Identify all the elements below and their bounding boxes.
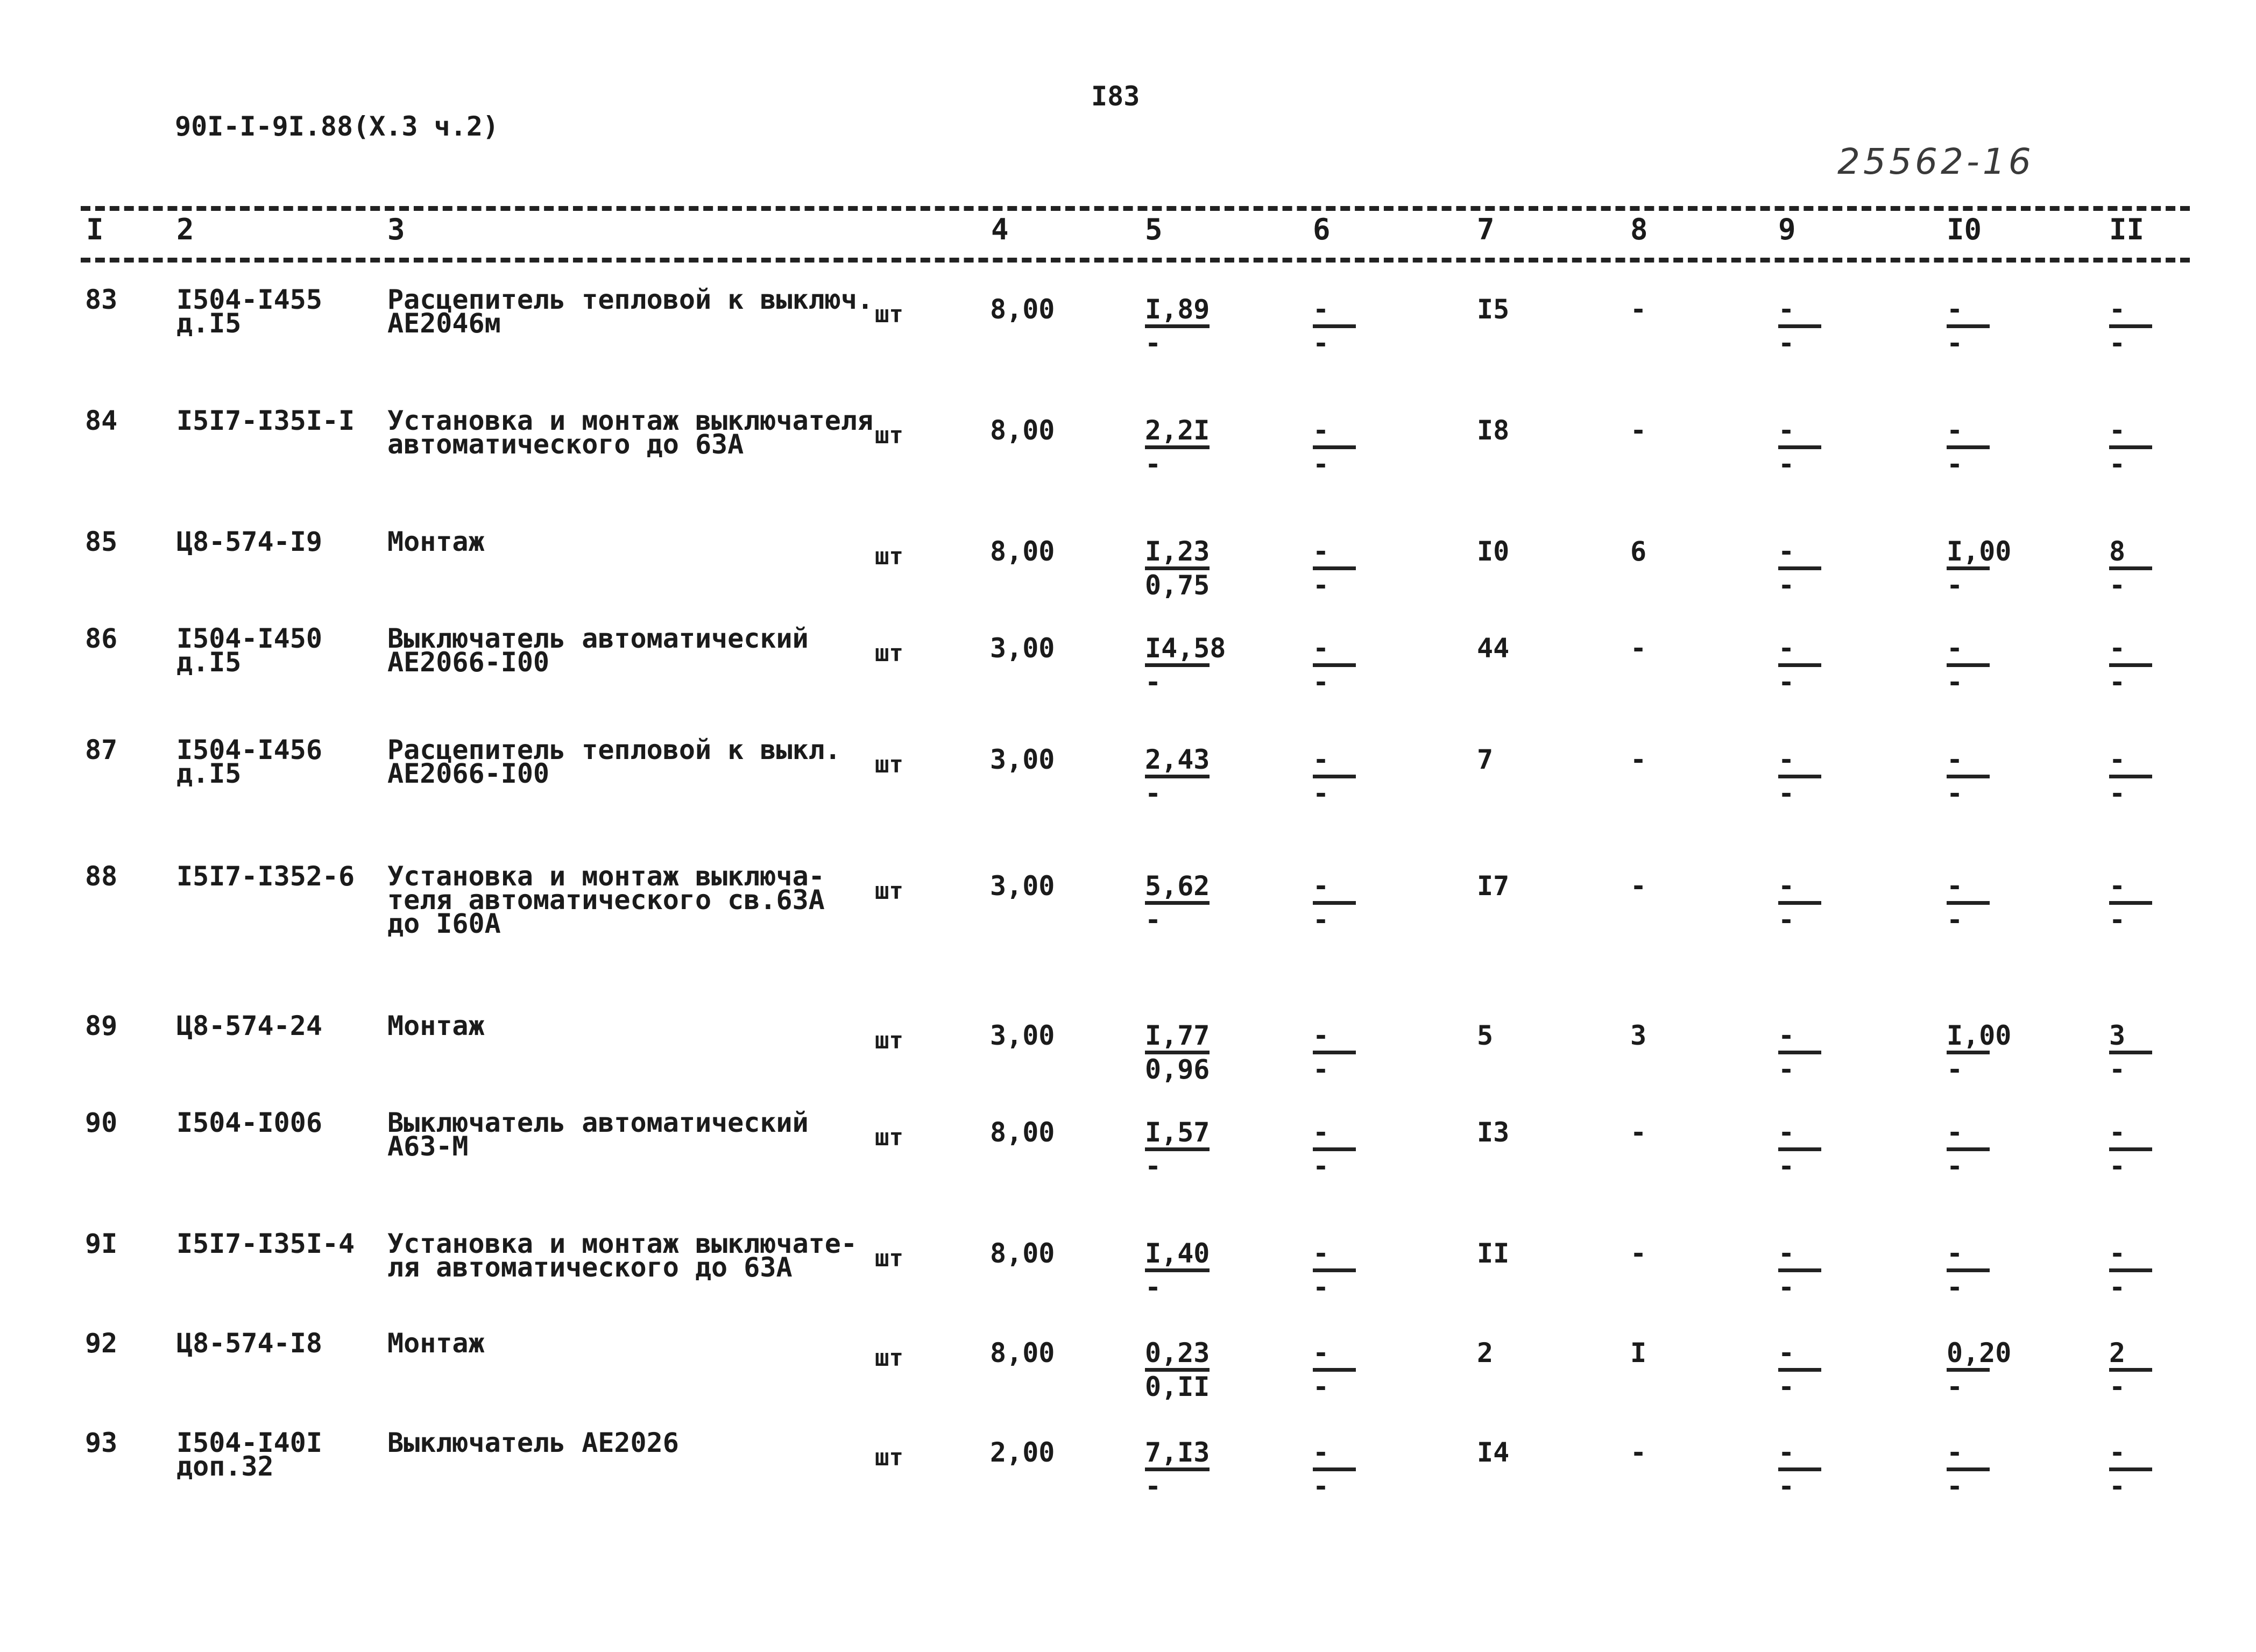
fraction-cell [1145,294,1210,359]
fraction-denominator: - [1778,667,1795,698]
fraction-cell [1947,1337,2012,1402]
item-code: Ц8-574-24 [176,1010,322,1041]
item-name: Выключатель АЕ2026 [387,1427,679,1458]
fraction-denominator: - [1313,328,1329,359]
item-name: Выключатель автоматический А63-М [387,1107,809,1162]
fraction-numerator: - [1778,633,1795,664]
fraction-cell [2109,536,2152,601]
column-header: II [2109,212,2145,246]
fraction-denominator: - [1778,1371,1795,1402]
fraction-denominator: - [1947,1471,1963,1502]
fraction-numerator: 5,62 [1145,870,1210,902]
quantity: 8,00 [990,294,1055,325]
fraction-numerator: - [1313,1020,1329,1051]
fraction-cell [1313,536,1356,601]
fraction-cell [1313,1337,1356,1402]
fraction-numerator: - [1947,744,1963,775]
fraction-cell [1947,415,1990,480]
fraction-numerator: - [2109,415,2126,446]
column-header: I0 [1947,212,1982,246]
fraction-numerator: I,23 [1145,536,1210,567]
fraction-cell [1778,870,1821,935]
fraction-numerator: - [1947,870,1963,902]
fraction-cell [1313,744,1356,809]
fraction-denominator: - [2109,778,2126,809]
item-name: Установка и монтаж выключате- ля автоматического до 63А [387,1228,857,1283]
fraction-cell [1145,415,1210,480]
fraction-denominator: - [2109,1471,2126,1502]
fraction-denominator: - [1313,1371,1329,1402]
fraction-numerator: - [2109,1437,2126,1468]
fraction-denominator: - [2109,1371,2126,1402]
fraction-denominator: - [1145,778,1162,809]
fraction-denominator: - [1778,449,1795,480]
column-header: I [86,212,104,246]
fraction-denominator: - [1947,570,1963,601]
fraction-numerator: 2,2I [1145,415,1210,446]
quantity: 8,00 [990,1337,1055,1369]
unit: шт [875,543,903,570]
unit: шт [875,1344,903,1372]
item-name: Монтаж [387,1328,485,1359]
fraction-cell [1313,415,1356,480]
fraction-cell [1947,1117,1990,1182]
row-number: 92 [85,1328,118,1359]
fraction-cell [2109,1020,2152,1085]
fraction-denominator: - [1145,667,1162,698]
fraction-numerator: - [1947,415,1963,446]
fraction-cell [1145,744,1210,809]
row-number: 87 [85,734,118,765]
col7-value: 5 [1477,1020,1494,1051]
fraction-numerator: 2,43 [1145,744,1210,775]
fraction-numerator: - [1947,1437,1963,1468]
col8-value: - [1630,1238,1647,1269]
fraction-cell [1778,294,1821,359]
fraction-cell [1313,1238,1356,1303]
col7-value: I5 [1477,294,1510,325]
col7-value: 2 [1477,1337,1494,1369]
unit: шт [875,1124,903,1151]
quantity: 3,00 [990,1020,1055,1051]
col7-value: II [1477,1238,1510,1269]
fraction-numerator: - [1947,1117,1963,1148]
col8-value: - [1630,1117,1647,1148]
col8-value: - [1630,744,1647,775]
unit: шт [875,751,903,778]
fraction-denominator: - [1947,667,1963,698]
fraction-numerator: - [1778,744,1795,775]
fraction-numerator: - [2109,744,2126,775]
fraction-denominator: - [2109,1272,2126,1303]
fraction-denominator: 0,75 [1145,570,1210,601]
header-top-dashed-line [81,206,2190,211]
fraction-denominator: - [1947,1272,1963,1303]
fraction-numerator: - [1947,633,1963,664]
fraction-numerator: - [1313,415,1329,446]
fraction-cell [1145,1337,1210,1402]
fraction-numerator: - [1778,1238,1795,1269]
fraction-denominator: - [1778,1471,1795,1502]
fraction-numerator: - [1947,1238,1963,1269]
item-code: I504-I006 [176,1107,322,1138]
col7-value: I3 [1477,1117,1510,1148]
fraction-cell [1145,1117,1210,1182]
fraction-denominator: - [1313,1471,1329,1502]
fraction-cell [2109,1117,2152,1182]
fraction-cell [1778,633,1821,698]
column-header: 7 [1477,212,1495,246]
fraction-denominator: - [1947,328,1963,359]
fraction-denominator: - [1313,904,1329,935]
fraction-denominator: - [2109,570,2126,601]
fraction-cell [1145,1020,1210,1085]
col7-value: 44 [1477,633,1510,664]
item-name: Установка и монтаж выключа- теля автоматического св.63А до I60А [387,861,825,939]
fraction-denominator: - [1313,1054,1329,1085]
fraction-denominator: 0,96 [1145,1054,1210,1085]
fraction-denominator: - [1313,778,1329,809]
fraction-denominator: - [1778,1151,1795,1182]
fraction-numerator: - [1313,294,1329,325]
col7-value: I4 [1477,1437,1510,1468]
fraction-cell [1145,870,1210,935]
fraction-numerator: - [2109,633,2126,664]
fraction-denominator: - [1313,1151,1329,1182]
fraction-cell [1778,1020,1821,1085]
table-row [0,1010,2256,1085]
fraction-denominator: - [1947,449,1963,480]
fraction-numerator: - [1947,294,1963,325]
fraction-numerator: - [1313,1238,1329,1269]
table-row [0,526,2256,601]
item-code: I5I7-I35I-4 [176,1228,355,1259]
fraction-denominator: - [1947,1371,1963,1402]
table-row [0,1228,2256,1303]
unit: шт [875,301,903,328]
item-name: Монтаж [387,1010,485,1041]
item-code: I504-I40I доп.32 [176,1427,322,1482]
table-row [0,284,2256,359]
fraction-cell [1145,536,1210,601]
fraction-cell [2109,870,2152,935]
fraction-denominator: - [1313,449,1329,480]
fraction-cell [2109,744,2152,809]
row-number: 88 [85,861,118,892]
column-header: 8 [1630,212,1648,246]
item-code: I504-I456 д.I5 [176,734,322,789]
quantity: 2,00 [990,1437,1055,1468]
fraction-numerator: - [1313,1337,1329,1369]
fraction-cell [2109,1238,2152,1303]
col8-value: - [1630,1437,1647,1468]
fraction-numerator: - [1778,415,1795,446]
document-code: 90I-I-9I.88(X.3 ч.2) [175,111,499,142]
fraction-cell [2109,294,2152,359]
fraction-numerator: I4,58 [1145,633,1226,664]
fraction-denominator: - [1947,778,1963,809]
row-number: 83 [85,284,118,315]
quantity: 8,00 [990,536,1055,567]
fraction-cell [1145,1437,1210,1502]
fraction-numerator: 8 [2109,536,2126,567]
fraction-numerator: - [1778,294,1795,325]
quantity: 8,00 [990,1238,1055,1269]
fraction-cell [1947,744,1990,809]
fraction-numerator: 0,23 [1145,1337,1210,1369]
quantity: 8,00 [990,1117,1055,1148]
row-number: 86 [85,623,118,654]
fraction-numerator: - [1313,1437,1329,1468]
quantity: 3,00 [990,744,1055,775]
fraction-numerator: - [2109,870,2126,902]
col7-value: I0 [1477,536,1510,567]
unit: шт [875,1245,903,1272]
fraction-denominator: - [1778,1054,1795,1085]
column-header: 9 [1778,212,1796,246]
fraction-cell [2109,415,2152,480]
table-row [0,861,2256,939]
column-header: 2 [176,212,194,246]
item-code: I5I7-I352-6 [176,861,355,892]
unit: шт [875,877,903,905]
fraction-numerator: - [1778,1117,1795,1148]
fraction-denominator: - [2109,1054,2126,1085]
row-number: 9I [85,1228,118,1259]
fraction-numerator: I,77 [1145,1020,1210,1051]
col8-value: I [1630,1337,1647,1369]
item-name: Выключатель автоматический АЕ2066-I00 [387,623,809,678]
fraction-denominator: - [1145,1272,1162,1303]
fraction-cell [1313,1117,1356,1182]
fraction-denominator: - [2109,667,2126,698]
item-name: Установка и монтаж выключателя автоматического до 63А [387,405,874,460]
fraction-denominator: - [1313,570,1329,601]
fraction-cell [1947,536,2012,601]
fraction-cell [2109,633,2152,698]
fraction-denominator: - [1947,1054,1963,1085]
fraction-cell [1947,294,1990,359]
fraction-denominator: - [1313,1272,1329,1303]
fraction-cell [1778,1437,1821,1502]
col7-value: 7 [1477,744,1494,775]
fraction-numerator: 2 [2109,1337,2126,1369]
fraction-numerator: - [2109,1238,2126,1269]
fraction-denominator: - [1313,667,1329,698]
fraction-cell [1778,536,1821,601]
column-header: 3 [387,212,405,246]
fraction-numerator: - [1778,1020,1795,1051]
fraction-denominator: - [2109,449,2126,480]
fraction-numerator: I,00 [1947,536,2012,567]
col8-value: 6 [1630,536,1647,567]
row-number: 89 [85,1010,118,1041]
fraction-cell [1313,633,1356,698]
column-header: 4 [991,212,1009,246]
item-code: I504-I450 д.I5 [176,623,322,678]
fraction-denominator: - [1145,1151,1162,1182]
column-header: 6 [1313,212,1331,246]
table-row [0,623,2256,698]
table-row [0,1427,2256,1502]
unit: шт [875,1027,903,1054]
fraction-cell [1947,1238,1990,1303]
table-row [0,405,2256,480]
page-number: I83 [1091,81,1140,112]
item-code: Ц8-574-I9 [176,526,322,557]
fraction-denominator: - [1778,328,1795,359]
fraction-numerator: - [2109,1117,2126,1148]
fraction-denominator: - [2109,904,2126,935]
col7-value: I8 [1477,415,1510,446]
fraction-cell [1313,870,1356,935]
fraction-cell [1313,1437,1356,1502]
fraction-denominator: - [1947,904,1963,935]
fraction-cell [1947,870,1990,935]
fraction-numerator: - [1313,870,1329,902]
col8-value: 3 [1630,1020,1647,1051]
fraction-cell [1947,1437,1990,1502]
fraction-cell [1947,1020,2012,1085]
fraction-numerator: - [1778,1437,1795,1468]
fraction-numerator: 7,I3 [1145,1437,1210,1468]
fraction-denominator: - [1145,904,1162,935]
fraction-numerator: 0,20 [1947,1337,2012,1369]
fraction-denominator: - [1145,1471,1162,1502]
col8-value: - [1630,415,1647,446]
fraction-numerator: I,57 [1145,1117,1210,1148]
quantity: 8,00 [990,415,1055,446]
quantity: 3,00 [990,633,1055,664]
fraction-numerator: - [1313,633,1329,664]
quantity: 3,00 [990,870,1055,902]
fraction-cell [1313,1020,1356,1085]
fraction-numerator: - [1778,1337,1795,1369]
item-code: I5I7-I35I-I [176,405,355,436]
fraction-cell [1145,633,1226,698]
unit: шт [875,1444,903,1471]
fraction-cell [1778,1238,1821,1303]
table-row [0,1107,2256,1182]
fraction-denominator: - [1145,449,1162,480]
header-bottom-dashed-line [81,258,2190,263]
fraction-numerator: - [1778,536,1795,567]
fraction-cell [1778,1117,1821,1182]
fraction-numerator: I,89 [1145,294,1210,325]
handwritten-mark: 25562-16 [1837,141,2034,182]
fraction-cell [1145,1238,1210,1303]
fraction-numerator: I,40 [1145,1238,1210,1269]
col8-value: - [1630,633,1647,664]
fraction-cell [1313,294,1356,359]
col8-value: - [1630,294,1647,325]
unit: шт [875,640,903,667]
fraction-denominator: - [1778,1272,1795,1303]
item-code: I504-I455 д.I5 [176,284,322,339]
fraction-numerator: - [1313,1117,1329,1148]
item-name: Расцепитель тепловой к выключ. АЕ2046м [387,284,874,339]
fraction-denominator: - [1947,1151,1963,1182]
col8-value: - [1630,870,1647,902]
fraction-numerator: 3 [2109,1020,2126,1051]
row-number: 84 [85,405,118,436]
row-number: 90 [85,1107,118,1138]
fraction-cell [1778,1337,1821,1402]
fraction-numerator: - [1313,536,1329,567]
fraction-numerator: - [2109,294,2126,325]
fraction-cell [2109,1337,2152,1402]
fraction-cell [1778,415,1821,480]
fraction-denominator: - [2109,1151,2126,1182]
fraction-numerator: - [1778,870,1795,902]
col7-value: I7 [1477,870,1510,902]
item-code: Ц8-574-I8 [176,1328,322,1359]
fraction-numerator: I,00 [1947,1020,2012,1051]
item-name: Расцепитель тепловой к выкл. АЕ2066-I00 [387,734,841,789]
row-number: 85 [85,526,118,557]
table-row [0,734,2256,809]
fraction-denominator: - [1778,904,1795,935]
fraction-denominator: - [2109,328,2126,359]
fraction-cell [1778,744,1821,809]
row-number: 93 [85,1427,118,1458]
item-name: Монтаж [387,526,485,557]
unit: шт [875,422,903,449]
fraction-numerator: - [1313,744,1329,775]
fraction-denominator: - [1778,778,1795,809]
fraction-denominator: 0,II [1145,1371,1210,1402]
fraction-cell [2109,1437,2152,1502]
column-header: 5 [1145,212,1163,246]
table-row [0,1328,2256,1402]
fraction-denominator: - [1145,328,1162,359]
fraction-cell [1947,633,1990,698]
fraction-denominator: - [1778,570,1795,601]
